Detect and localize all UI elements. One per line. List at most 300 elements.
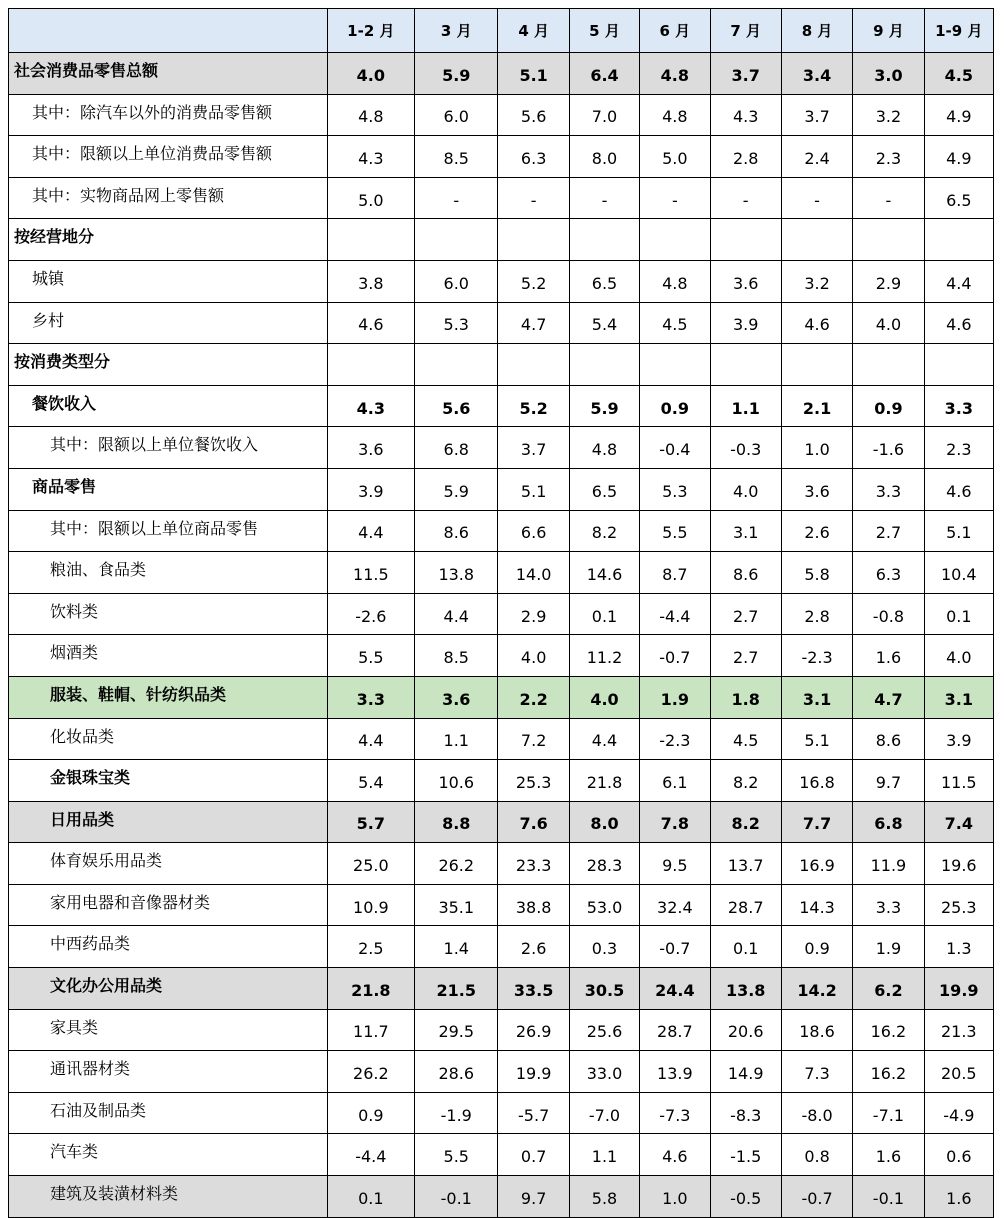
- cell-value: 19.9: [924, 968, 993, 1010]
- row-label: 其中：限额以上单位餐饮收入: [9, 427, 328, 469]
- cell-value: 14.6: [569, 552, 639, 594]
- cell-value: -0.1: [415, 1176, 498, 1218]
- cell-value: 4.6: [327, 302, 414, 344]
- cell-value: 1.1: [415, 718, 498, 760]
- cell-value: -0.3: [710, 427, 781, 469]
- cell-value: 6.8: [853, 801, 924, 843]
- cell-value: [498, 344, 569, 386]
- cell-value: 5.0: [327, 177, 414, 219]
- cell-value: 4.8: [569, 427, 639, 469]
- cell-value: 3.6: [327, 427, 414, 469]
- cell-value: 2.2: [498, 676, 569, 718]
- cell-value: 3.9: [710, 302, 781, 344]
- cell-value: 8.2: [569, 510, 639, 552]
- cell-value: 0.7: [498, 1134, 569, 1176]
- cell-value: 1.8: [710, 676, 781, 718]
- cell-value: 6.5: [569, 468, 639, 510]
- table-row: [9, 676, 994, 718]
- row-label: 体育娱乐用品类: [9, 843, 328, 885]
- cell-value: [853, 344, 924, 386]
- row-label: 其中：实物商品网上零售额: [9, 177, 328, 219]
- cell-value: 1.1: [710, 385, 781, 427]
- cell-value: 0.1: [327, 1176, 414, 1218]
- row-label: 通讯器材类: [9, 1051, 328, 1093]
- cell-value: 25.6: [569, 1009, 639, 1051]
- cell-value: 2.9: [853, 260, 924, 302]
- cell-value: 11.5: [924, 760, 993, 802]
- table-row: [9, 53, 994, 95]
- col-header: 6 月: [640, 9, 710, 53]
- cell-value: [640, 219, 710, 261]
- table-row: [9, 302, 994, 344]
- retail-sales-table: [8, 8, 994, 1218]
- cell-value: 5.1: [781, 718, 852, 760]
- table-row: [9, 344, 994, 386]
- cell-value: 4.6: [781, 302, 852, 344]
- cell-value: 5.4: [327, 760, 414, 802]
- cell-value: -: [569, 177, 639, 219]
- row-label: 建筑及装潢材料类: [9, 1176, 328, 1218]
- row-label: 烟酒类: [9, 635, 328, 677]
- cell-value: 4.0: [924, 635, 993, 677]
- cell-value: 19.6: [924, 843, 993, 885]
- table-row: [9, 968, 994, 1010]
- cell-value: 11.9: [853, 843, 924, 885]
- row-label: 乡村: [9, 302, 328, 344]
- cell-value: 4.0: [569, 676, 639, 718]
- cell-value: -0.5: [710, 1176, 781, 1218]
- cell-value: 10.6: [415, 760, 498, 802]
- cell-value: 13.8: [415, 552, 498, 594]
- cell-value: 1.4: [415, 926, 498, 968]
- cell-value: 3.7: [781, 94, 852, 136]
- cell-value: -1.5: [710, 1134, 781, 1176]
- cell-value: 5.5: [415, 1134, 498, 1176]
- table-row: [9, 718, 994, 760]
- cell-value: 0.1: [569, 593, 639, 635]
- cell-value: [781, 344, 852, 386]
- cell-value: -8.0: [781, 1092, 852, 1134]
- cell-value: 16.2: [853, 1051, 924, 1093]
- col-header: 3 月: [415, 9, 498, 53]
- cell-value: 6.6: [498, 510, 569, 552]
- cell-value: 14.3: [781, 884, 852, 926]
- table-row: [9, 1092, 994, 1134]
- cell-value: 32.4: [640, 884, 710, 926]
- cell-value: 10.9: [327, 884, 414, 926]
- cell-value: 8.6: [853, 718, 924, 760]
- cell-value: 5.8: [569, 1176, 639, 1218]
- cell-value: 1.0: [640, 1176, 710, 1218]
- cell-value: 4.8: [640, 260, 710, 302]
- table-row: [9, 1009, 994, 1051]
- cell-value: -0.7: [781, 1176, 852, 1218]
- cell-value: 18.6: [781, 1009, 852, 1051]
- cell-value: 3.3: [924, 385, 993, 427]
- cell-value: 13.9: [640, 1051, 710, 1093]
- table-row: [9, 468, 994, 510]
- cell-value: 4.8: [640, 53, 710, 95]
- row-label: 文化办公用品类: [9, 968, 328, 1010]
- cell-value: 10.4: [924, 552, 993, 594]
- cell-value: 3.4: [781, 53, 852, 95]
- cell-value: 5.9: [415, 468, 498, 510]
- cell-value: 1.6: [853, 1134, 924, 1176]
- table-row: [9, 843, 994, 885]
- cell-value: 4.5: [640, 302, 710, 344]
- cell-value: 2.6: [498, 926, 569, 968]
- cell-value: 1.6: [853, 635, 924, 677]
- cell-value: 4.0: [710, 468, 781, 510]
- header-corner: [9, 9, 328, 53]
- cell-value: 8.8: [415, 801, 498, 843]
- row-label: 化妆品类: [9, 718, 328, 760]
- row-label: 石油及制品类: [9, 1092, 328, 1134]
- col-header: 4 月: [498, 9, 569, 53]
- cell-value: -8.3: [710, 1092, 781, 1134]
- cell-value: 2.9: [498, 593, 569, 635]
- cell-value: 3.7: [710, 53, 781, 95]
- cell-value: 5.6: [415, 385, 498, 427]
- cell-value: 25.0: [327, 843, 414, 885]
- cell-value: 3.6: [781, 468, 852, 510]
- cell-value: -1.9: [415, 1092, 498, 1134]
- cell-value: 25.3: [924, 884, 993, 926]
- cell-value: -0.1: [853, 1176, 924, 1218]
- cell-value: 8.6: [710, 552, 781, 594]
- cell-value: 16.2: [853, 1009, 924, 1051]
- cell-value: 8.2: [710, 801, 781, 843]
- cell-value: 5.1: [924, 510, 993, 552]
- cell-value: 11.5: [327, 552, 414, 594]
- cell-value: 4.0: [853, 302, 924, 344]
- cell-value: 53.0: [569, 884, 639, 926]
- cell-value: 14.2: [781, 968, 852, 1010]
- cell-value: 5.1: [498, 468, 569, 510]
- table-row: [9, 136, 994, 178]
- cell-value: 7.7: [781, 801, 852, 843]
- cell-value: 4.7: [853, 676, 924, 718]
- cell-value: 28.6: [415, 1051, 498, 1093]
- cell-value: 8.2: [710, 760, 781, 802]
- row-label: 饮料类: [9, 593, 328, 635]
- cell-value: 5.3: [415, 302, 498, 344]
- col-header: 9 月: [853, 9, 924, 53]
- cell-value: -: [781, 177, 852, 219]
- cell-value: 21.3: [924, 1009, 993, 1051]
- cell-value: [415, 219, 498, 261]
- cell-value: 1.3: [924, 926, 993, 968]
- cell-value: [569, 219, 639, 261]
- cell-value: 6.5: [569, 260, 639, 302]
- cell-value: -0.7: [640, 635, 710, 677]
- cell-value: 29.5: [415, 1009, 498, 1051]
- cell-value: 8.0: [569, 801, 639, 843]
- table-row: [9, 635, 994, 677]
- cell-value: 5.9: [569, 385, 639, 427]
- cell-value: 3.0: [853, 53, 924, 95]
- cell-value: 5.9: [415, 53, 498, 95]
- cell-value: 3.9: [327, 468, 414, 510]
- cell-value: 8.5: [415, 635, 498, 677]
- cell-value: 6.2: [853, 968, 924, 1010]
- cell-value: 11.7: [327, 1009, 414, 1051]
- row-label: 其中：除汽车以外的消费品零售额: [9, 94, 328, 136]
- cell-value: 4.6: [924, 302, 993, 344]
- cell-value: 6.0: [415, 260, 498, 302]
- cell-value: 2.8: [781, 593, 852, 635]
- table-body: [9, 53, 994, 1218]
- col-header: 8 月: [781, 9, 852, 53]
- cell-value: 33.5: [498, 968, 569, 1010]
- cell-value: 1.9: [853, 926, 924, 968]
- cell-value: 20.6: [710, 1009, 781, 1051]
- cell-value: -4.4: [327, 1134, 414, 1176]
- cell-value: 7.2: [498, 718, 569, 760]
- row-label: 汽车类: [9, 1134, 328, 1176]
- cell-value: 21.8: [569, 760, 639, 802]
- col-header: 5 月: [569, 9, 639, 53]
- cell-value: 13.7: [710, 843, 781, 885]
- cell-value: 23.3: [498, 843, 569, 885]
- cell-value: -2.3: [781, 635, 852, 677]
- row-label: 家用电器和音像器材类: [9, 884, 328, 926]
- cell-value: 26.9: [498, 1009, 569, 1051]
- cell-value: 1.1: [569, 1134, 639, 1176]
- cell-value: 3.6: [710, 260, 781, 302]
- cell-value: -1.6: [853, 427, 924, 469]
- cell-value: 9.7: [498, 1176, 569, 1218]
- row-label: 家具类: [9, 1009, 328, 1051]
- cell-value: 2.4: [781, 136, 852, 178]
- col-header: 1-2 月: [327, 9, 414, 53]
- row-label: 按经营地分: [9, 219, 328, 261]
- cell-value: 0.9: [640, 385, 710, 427]
- cell-value: 2.7: [710, 593, 781, 635]
- cell-value: 7.3: [781, 1051, 852, 1093]
- row-label: 其中：限额以上单位消费品零售额: [9, 136, 328, 178]
- row-label: 金银珠宝类: [9, 760, 328, 802]
- cell-value: 5.8: [781, 552, 852, 594]
- cell-value: 9.7: [853, 760, 924, 802]
- cell-value: 28.3: [569, 843, 639, 885]
- cell-value: [569, 344, 639, 386]
- cell-value: [924, 219, 993, 261]
- cell-value: 2.7: [710, 635, 781, 677]
- cell-value: 26.2: [327, 1051, 414, 1093]
- cell-value: -0.7: [640, 926, 710, 968]
- cell-value: 14.9: [710, 1051, 781, 1093]
- cell-value: 6.3: [498, 136, 569, 178]
- cell-value: 2.5: [327, 926, 414, 968]
- header-row: [9, 9, 994, 53]
- col-header: 1-9 月: [924, 9, 993, 53]
- cell-value: 30.5: [569, 968, 639, 1010]
- table-row: [9, 427, 994, 469]
- cell-value: 4.3: [327, 385, 414, 427]
- cell-value: 4.9: [924, 136, 993, 178]
- cell-value: 0.8: [781, 1134, 852, 1176]
- cell-value: 7.8: [640, 801, 710, 843]
- cell-value: -: [415, 177, 498, 219]
- row-label: 城镇: [9, 260, 328, 302]
- cell-value: 5.2: [498, 385, 569, 427]
- cell-value: 24.4: [640, 968, 710, 1010]
- row-label: 社会消费品零售总额: [9, 53, 328, 95]
- row-label: 服装、鞋帽、针纺织品类: [9, 676, 328, 718]
- cell-value: 2.8: [710, 136, 781, 178]
- cell-value: 0.1: [924, 593, 993, 635]
- cell-value: 4.5: [710, 718, 781, 760]
- cell-value: 4.4: [415, 593, 498, 635]
- cell-value: 3.3: [853, 468, 924, 510]
- cell-value: 3.9: [924, 718, 993, 760]
- cell-value: 4.8: [640, 94, 710, 136]
- table-row: [9, 1051, 994, 1093]
- cell-value: [415, 344, 498, 386]
- cell-value: 3.3: [853, 884, 924, 926]
- cell-value: -: [710, 177, 781, 219]
- cell-value: 2.3: [924, 427, 993, 469]
- cell-value: -2.3: [640, 718, 710, 760]
- table-row: [9, 1176, 994, 1218]
- cell-value: 8.0: [569, 136, 639, 178]
- cell-value: 9.5: [640, 843, 710, 885]
- cell-value: 2.1: [781, 385, 852, 427]
- cell-value: [853, 219, 924, 261]
- cell-value: 7.4: [924, 801, 993, 843]
- cell-value: 0.9: [853, 385, 924, 427]
- cell-value: 5.6: [498, 94, 569, 136]
- table-row: [9, 801, 994, 843]
- cell-value: 38.8: [498, 884, 569, 926]
- cell-value: [327, 219, 414, 261]
- cell-value: 4.6: [924, 468, 993, 510]
- cell-value: 4.6: [640, 1134, 710, 1176]
- row-label: 商品零售: [9, 468, 328, 510]
- cell-value: 8.7: [640, 552, 710, 594]
- cell-value: -4.9: [924, 1092, 993, 1134]
- cell-value: 6.8: [415, 427, 498, 469]
- cell-value: 35.1: [415, 884, 498, 926]
- row-label: 按消费类型分: [9, 344, 328, 386]
- cell-value: 16.9: [781, 843, 852, 885]
- cell-value: 14.0: [498, 552, 569, 594]
- row-label: 日用品类: [9, 801, 328, 843]
- cell-value: 6.5: [924, 177, 993, 219]
- cell-value: 26.2: [415, 843, 498, 885]
- cell-value: 4.3: [710, 94, 781, 136]
- table-row: [9, 760, 994, 802]
- cell-value: 20.5: [924, 1051, 993, 1093]
- cell-value: 4.3: [327, 136, 414, 178]
- cell-value: 1.6: [924, 1176, 993, 1218]
- cell-value: 21.8: [327, 968, 414, 1010]
- table-row: [9, 260, 994, 302]
- cell-value: 0.3: [569, 926, 639, 968]
- cell-value: -2.6: [327, 593, 414, 635]
- cell-value: 5.7: [327, 801, 414, 843]
- cell-value: 3.7: [498, 427, 569, 469]
- cell-value: 21.5: [415, 968, 498, 1010]
- cell-value: 2.7: [853, 510, 924, 552]
- cell-value: 13.8: [710, 968, 781, 1010]
- cell-value: 19.9: [498, 1051, 569, 1093]
- cell-value: 6.3: [853, 552, 924, 594]
- cell-value: 5.4: [569, 302, 639, 344]
- cell-value: 11.2: [569, 635, 639, 677]
- cell-value: 8.6: [415, 510, 498, 552]
- cell-value: 0.1: [710, 926, 781, 968]
- cell-value: 3.8: [327, 260, 414, 302]
- table-row: [9, 219, 994, 261]
- cell-value: [498, 219, 569, 261]
- cell-value: -0.8: [853, 593, 924, 635]
- cell-value: -7.0: [569, 1092, 639, 1134]
- cell-value: 4.4: [327, 510, 414, 552]
- cell-value: 4.9: [924, 94, 993, 136]
- cell-value: 0.9: [781, 926, 852, 968]
- cell-value: -5.7: [498, 1092, 569, 1134]
- cell-value: 4.5: [924, 53, 993, 95]
- cell-value: 5.2: [498, 260, 569, 302]
- cell-value: 4.0: [498, 635, 569, 677]
- cell-value: 8.5: [415, 136, 498, 178]
- cell-value: 4.0: [327, 53, 414, 95]
- cell-value: 6.0: [415, 94, 498, 136]
- row-label: 中西药品类: [9, 926, 328, 968]
- cell-value: [327, 344, 414, 386]
- cell-value: [710, 219, 781, 261]
- table-row: [9, 552, 994, 594]
- cell-value: -4.4: [640, 593, 710, 635]
- cell-value: 28.7: [710, 884, 781, 926]
- cell-value: 7.6: [498, 801, 569, 843]
- table-row: [9, 385, 994, 427]
- cell-value: [924, 344, 993, 386]
- cell-value: 3.2: [781, 260, 852, 302]
- cell-value: 2.6: [781, 510, 852, 552]
- cell-value: 3.2: [853, 94, 924, 136]
- cell-value: -: [853, 177, 924, 219]
- cell-value: -0.4: [640, 427, 710, 469]
- cell-value: 0.6: [924, 1134, 993, 1176]
- cell-value: 3.1: [924, 676, 993, 718]
- cell-value: -7.3: [640, 1092, 710, 1134]
- row-label: 餐饮收入: [9, 385, 328, 427]
- cell-value: 4.4: [569, 718, 639, 760]
- cell-value: [710, 344, 781, 386]
- cell-value: 5.0: [640, 136, 710, 178]
- cell-value: 7.0: [569, 94, 639, 136]
- table-row: [9, 926, 994, 968]
- cell-value: 4.7: [498, 302, 569, 344]
- cell-value: -7.1: [853, 1092, 924, 1134]
- cell-value: 0.9: [327, 1092, 414, 1134]
- cell-value: 16.8: [781, 760, 852, 802]
- cell-value: 5.1: [498, 53, 569, 95]
- table-row: [9, 1134, 994, 1176]
- cell-value: -: [640, 177, 710, 219]
- cell-value: 1.0: [781, 427, 852, 469]
- row-label: 其中：限额以上单位商品零售: [9, 510, 328, 552]
- cell-value: 3.1: [710, 510, 781, 552]
- cell-value: 5.5: [640, 510, 710, 552]
- cell-value: 4.4: [327, 718, 414, 760]
- cell-value: 4.8: [327, 94, 414, 136]
- cell-value: 2.3: [853, 136, 924, 178]
- cell-value: 25.3: [498, 760, 569, 802]
